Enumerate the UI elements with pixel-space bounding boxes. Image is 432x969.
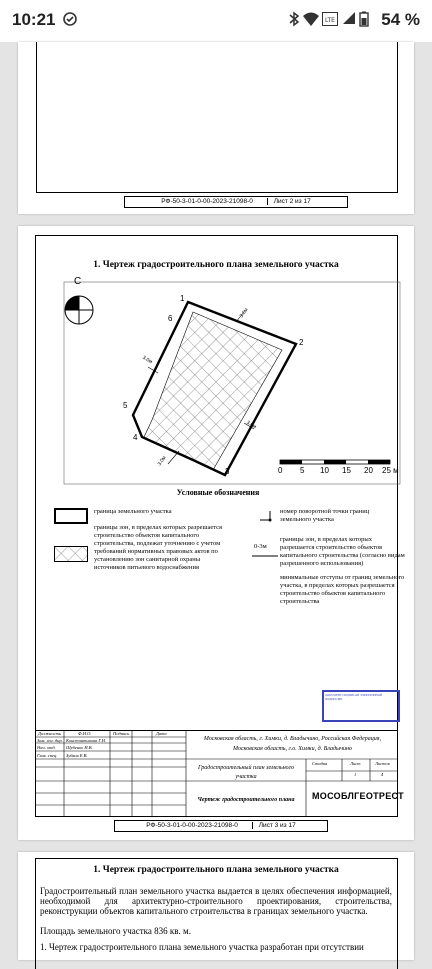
title-block — [35, 730, 404, 817]
tb-role: Нач. отд. — [37, 745, 56, 750]
point-label-6: 6 — [168, 314, 173, 323]
legend-hatch-symbol — [54, 546, 88, 562]
setback-label: 3.0м — [245, 419, 258, 431]
legend-item: границы зон, в пределах которых разрешается строительство объектов капитального строительства (согласно видам разрешенного использования) — [280, 536, 405, 567]
org-logo: МОСОБЛГЕОТРЕСТ — [312, 791, 404, 801]
stamp-text: ДОКУМЕНТ ПОДПИСАН ЭЛЕКТРОННОЙ ПОДПИСЬЮ — [325, 693, 383, 701]
document-page-2[interactable] — [18, 42, 414, 214]
tb-sheet-value: 1 — [354, 772, 357, 777]
battery-icon — [359, 11, 369, 31]
compass-label: С — [74, 276, 82, 287]
land-plot-drawing — [18, 226, 414, 506]
shield-check-icon — [62, 11, 78, 31]
point-label-3: 3 — [225, 467, 230, 476]
document-page-3[interactable] — [18, 226, 414, 840]
scale-label: 0 — [278, 466, 283, 475]
scale-bar — [280, 460, 390, 464]
legend-item: граница земельного участка — [94, 508, 172, 515]
bluetooth-icon — [288, 11, 300, 31]
legend-setback-label: 0-3м — [254, 543, 267, 550]
legend-item: номер поворотной точки границ земельного участка — [280, 508, 370, 523]
point-label-2: 2 — [299, 338, 304, 347]
scale-label: 5 — [300, 466, 305, 475]
tb-person: Щебенко Н.В. — [66, 745, 93, 750]
north-arrow-icon — [65, 296, 93, 324]
lte-icon — [322, 12, 338, 30]
setback-label: 3.0м — [141, 354, 154, 366]
doc-number: РФ-50-3-01-0-00-2023-21098-0 — [161, 198, 253, 205]
legend-item: границы зон, в пределах которых разрешается строительство объектов капитального строительства, подлежат уточнению с учетом требований нормативных правовых актов по установлению зон санитарной охраны источников питьевого водоснабжения — [94, 524, 223, 571]
point-label-1: 1 — [180, 294, 185, 303]
drawing-title: 1. Чертеж градостроительного плана земельного участка — [93, 260, 339, 270]
tb-header: Подпись — [113, 731, 130, 736]
e-signature-stamp — [322, 690, 400, 722]
tb-plan-title: Градостроительный план земельного участка — [197, 765, 295, 780]
legend-title: Условные обозначения — [176, 488, 260, 497]
signal-icon — [342, 11, 356, 29]
doc-number-box — [124, 196, 348, 208]
page4-title: 1. Чертеж градостроительного плана земельного участка — [93, 865, 339, 875]
page4-item1: 1. Чертеж градостроительного плана земельного участка разработан при отсутствии — [40, 942, 364, 952]
tb-sheet-header: Лист — [350, 761, 361, 766]
doc-number-box — [114, 820, 328, 832]
status-time: 10:21 — [12, 10, 56, 29]
legend-point-symbol — [258, 508, 278, 522]
legend-item: минимальные отступы от границ земельного участка, в пределах которых разрешается строительство объектов капитального строительства — [280, 574, 405, 605]
tb-person: Константинова Г.Н. — [66, 738, 107, 743]
tb-header: Должность — [38, 731, 61, 736]
tb-drawing-title: Чертеж градостроительного плана — [197, 797, 295, 803]
setback-label: 3.0м — [156, 455, 168, 467]
svg-text:LTE: LTE — [325, 17, 335, 24]
legend-plot-boundary-symbol — [54, 508, 88, 524]
scale-label: 25 м — [382, 466, 399, 475]
setback-label: 3.0м — [238, 307, 250, 319]
tb-role: Глав. спец. — [37, 753, 58, 758]
tb-stage-header: Стадия — [312, 761, 328, 766]
status-bar — [0, 0, 432, 42]
battery-percent: 54 % — [381, 10, 420, 29]
scale-label: 10 — [320, 466, 329, 475]
page4-paragraph: Градостроительный план земельного участка выдается в целях обеспечения информацией, необходимой для архитектурно-строительного проектирования, строительства, реконструкции объектов капитального строительства в границах земельного участка. — [40, 886, 392, 916]
point-label-5: 5 — [123, 401, 128, 410]
tb-sheets-value: 4 — [381, 772, 384, 777]
wifi-icon — [302, 11, 320, 31]
tb-header: Ф.И.О. — [78, 731, 92, 736]
sheet-label: Лист 2 из 17 — [267, 198, 311, 205]
tb-sheets-header: Листов — [375, 761, 390, 766]
page4-area: Площадь земельного участка 836 кв. м. — [40, 926, 191, 936]
point-label-4: 4 — [133, 433, 138, 442]
scale-label: 15 — [342, 466, 351, 475]
document-page-4[interactable] — [18, 852, 414, 960]
sheet-label: Лист 3 из 17 — [252, 822, 296, 829]
tb-role: Зам. ген. дир. — [37, 738, 63, 743]
scale-label: 20 — [364, 466, 373, 475]
doc-number: РФ-50-3-01-0-00-2023-21098-0 — [146, 822, 238, 829]
tb-header: Дата — [156, 731, 167, 736]
page-frame — [36, 42, 398, 193]
tb-person: Зубков Е.В. — [66, 753, 88, 758]
tb-address: Московская область, г. Химки, д. Владычино, Российская Федерация, Московская область, г.о. Химки, д. Владычино — [203, 736, 382, 752]
